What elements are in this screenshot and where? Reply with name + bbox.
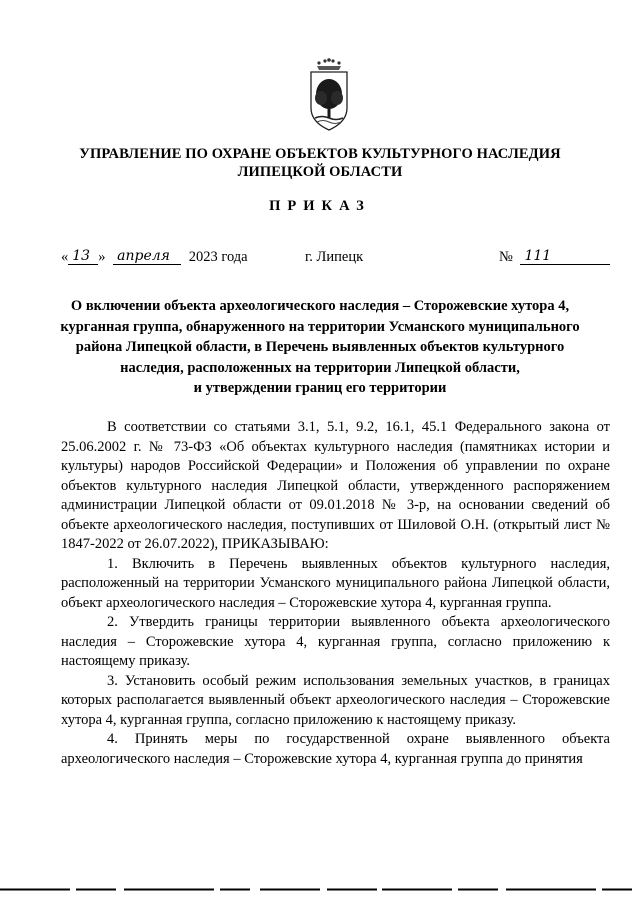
page-footer-rule: [0, 888, 640, 891]
order-number: [499, 248, 610, 266]
preamble-paragraph: В соответствии со статьями 3.1, 5.1, 9.2, 16.1, 45.1 Федерального закона от 25.06.2002 г. № 73-ФЗ «Об объектах культурного наследия (памятниках истории и культуры) народов Российской Федерации» и Положения об управлении по охране объектов культурного наследия Липецкой области, утвержденного распоряжением администрации Липецкой области от 09.01.2018 № 3-р, на основании сведений об объекте археологического наследия, поступивших от Шиловой О.Н. (открытый лист № 1847-2022 от 26.07.2022), ПРИКАЗЫВАЮ:: [61, 419, 610, 552]
order-number-value: 111: [520, 249, 610, 265]
subject-line: наследия, расположенных на территории Липецкой области,: [120, 359, 520, 376]
order-item-2: 2. Утвердить границы территории выявленного объекта археологического наследия – Сторожевские хутора 4, курганная группа, согласно приложению к настоящему приказу.: [61, 614, 610, 669]
order-subject: [58, 296, 582, 399]
subject-line: О включении объекта археологического наследия – Сторожевские хутора 4,: [70, 298, 570, 314]
order-city: г. Липецк: [305, 249, 364, 265]
order-item-4: 4. Принять меры по государственной охране выявленного объекта археологического наследия – Сторожевские хутора 4, курганная группа до принятия: [61, 731, 610, 767]
order-item-3: 3. Установить особый режим использования земельных участков, в границах которых располагается выявленный объект археологического наследия – Сторожевские хутора 4, курганная группа, согласно приложению к настоящему приказу.: [61, 672, 610, 728]
order-body: [61, 418, 610, 769]
organization-name-line2: ЛИПЕЦКОЙ ОБЛАСТИ: [237, 164, 403, 180]
order-day: 13: [68, 249, 98, 265]
date-quote-close: »: [98, 249, 106, 265]
order-month: апреля: [113, 249, 181, 265]
order-year: 2023 года: [188, 249, 248, 265]
order-item-1: 1. Включить в Перечень выявленных объектов культурного наследия, расположенный на территории Усманского муниципального района Липецкой области, объект археологического наследия – Сторожевские хутора 4, курганная группа.: [61, 555, 610, 611]
number-sign: №: [499, 249, 513, 265]
subject-line: курганная группа, обнаруженного на территории Усманского муниципального: [60, 318, 580, 335]
organization-name-line1: УПРАВЛЕНИЕ ПО ОХРАНЕ ОБЪЕКТОВ КУЛЬТУРНОГО НАСЛЕДИЯ: [79, 146, 561, 162]
coat-of-arms-icon: [297, 56, 361, 136]
date-quote-open: «: [61, 249, 69, 265]
subject-line: и утверждении границ его территории: [193, 380, 447, 396]
subject-line: района Липецкой области, в Перечень выявленных объектов культурного: [75, 339, 565, 355]
order-date: [61, 248, 248, 266]
document-type: ПРИКАЗ: [269, 198, 371, 214]
